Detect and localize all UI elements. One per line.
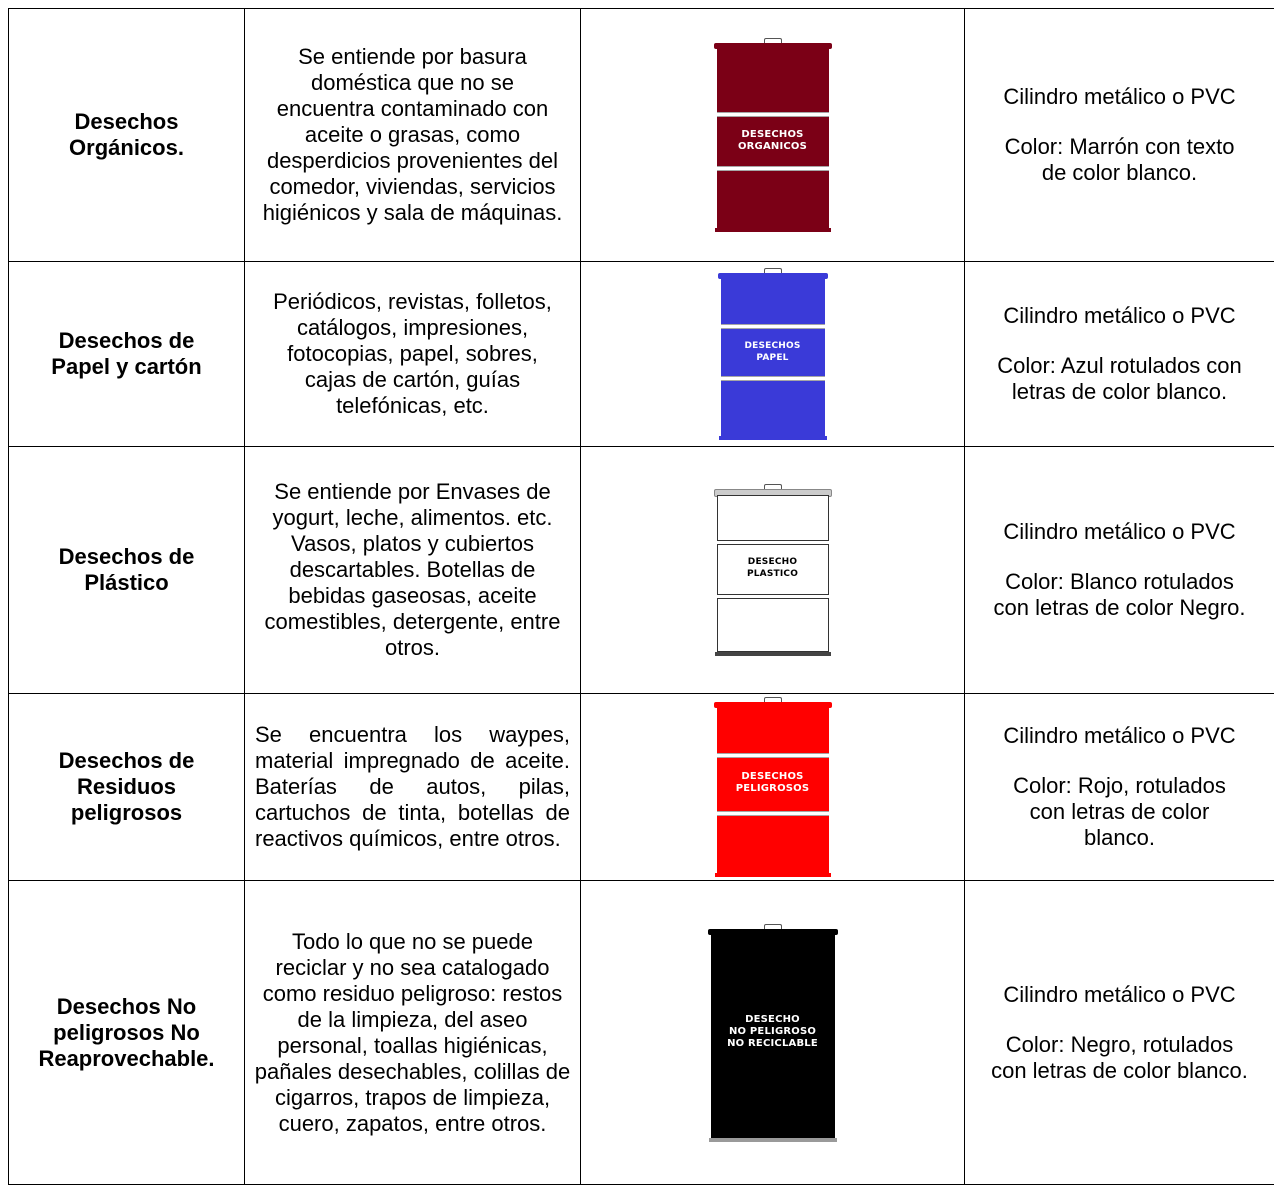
- spec-cell: [965, 9, 1274, 262]
- table-row: [9, 881, 1274, 1185]
- bin-label: DESECHOS PAPEL: [744, 341, 801, 363]
- category-label: Desechos de Papel y cartón: [51, 328, 202, 379]
- description-text: Periódicos, revistas, folletos, catálogos, impresiones, fotocopias, papel, sobres, cajas de cartón, guías telefónicas, etc.: [273, 289, 552, 418]
- description-text: Todo lo que no se puede reciclar y no sea catalogado como residuo peligroso: restos de la limpieza, del aseo personal, toallas higiénicas, pañales desechables, colillas de cigarros, trapos de limpieza, cuero, zapatos, entre otros.: [254, 928, 571, 1136]
- waste-bin-icon: [717, 38, 829, 232]
- category-cell: [9, 9, 245, 262]
- spec-color: Color: Blanco rotulados con letras de color Negro.: [993, 569, 1246, 620]
- spec-color: Color: Rojo, rotulados con letras de color blanco.: [1013, 773, 1226, 850]
- spec-color: Color: Azul rotulados con letras de color blanco.: [997, 353, 1242, 404]
- bin-label: DESECHO NO PELIGROSO NO RECICLABLE: [727, 1013, 818, 1049]
- spec-material: Cilindro metálico o PVC: [1003, 84, 1236, 109]
- bin-label: DESECHOS ORGANICOS: [737, 129, 808, 152]
- waste-bin-icon: [711, 924, 835, 1142]
- description-cell: [245, 9, 581, 262]
- category-label: Desechos de Residuos peligrosos: [58, 748, 195, 825]
- spec-color: Color: Negro, rotulados con letras de color blanco.: [991, 1031, 1248, 1083]
- spec-cell: [965, 262, 1274, 447]
- category-cell: [9, 694, 245, 881]
- bin-cell: [581, 694, 965, 881]
- description-cell: [245, 694, 581, 881]
- category-cell: [9, 262, 245, 447]
- description-text: Se encuentra los waypes, material impregnado de aceite. Baterías de autos, pilas, cartuchos de tinta, botellas de reactivos químicos, entre otros.: [255, 722, 570, 851]
- description-text: Se entiende por Envases de yogurt, leche, alimentos. etc. Vasos, platos y cubiertos descartables. Botellas de bebidas gaseosas, aceite comestibles, detergente, entre otros.: [264, 479, 561, 660]
- spec-color: Color: Marrón con texto de color blanco.: [1004, 134, 1235, 185]
- waste-bin-icon: [721, 268, 825, 440]
- description-cell: [245, 447, 581, 694]
- description-cell: [245, 881, 581, 1185]
- description-text: Se entiende por basura doméstica que no se encuentra contaminado con aceite o grasas, como desperdicios provenientes del comedor, viviendas, servicios higiénicos y sala de máquinas.: [262, 44, 563, 225]
- category-label: Desechos de Plástico: [58, 544, 195, 595]
- spec-cell: [965, 881, 1274, 1185]
- table-row: [9, 694, 1274, 881]
- spec-material: Cilindro metálico o PVC: [1003, 981, 1236, 1007]
- table-row: [9, 262, 1274, 447]
- category-label: Desechos Orgánicos.: [69, 109, 184, 160]
- bin-cell: [581, 262, 965, 447]
- waste-bin-icon: [717, 697, 829, 877]
- bin-label: DESECHOS PELIGROSOS: [735, 771, 810, 794]
- waste-bin-icon: [717, 484, 829, 656]
- table-row: [9, 9, 1274, 262]
- spec-material: Cilindro metálico o PVC: [1003, 723, 1236, 748]
- bin-label: DESECHO PLASTICO: [746, 557, 799, 579]
- waste-classification-table: [8, 8, 1274, 1185]
- bin-cell: [581, 881, 965, 1185]
- category-cell: [9, 447, 245, 694]
- table-row: [9, 447, 1274, 694]
- category-cell: [9, 881, 245, 1185]
- description-cell: [245, 262, 581, 447]
- bin-cell: [581, 447, 965, 694]
- spec-cell: [965, 447, 1274, 694]
- category-label: Desechos No peligrosos No Reaprovechable.: [38, 993, 215, 1071]
- spec-cell: [965, 694, 1274, 881]
- spec-material: Cilindro metálico o PVC: [1003, 303, 1236, 328]
- spec-material: Cilindro metálico o PVC: [1003, 519, 1236, 544]
- bin-cell: [581, 9, 965, 262]
